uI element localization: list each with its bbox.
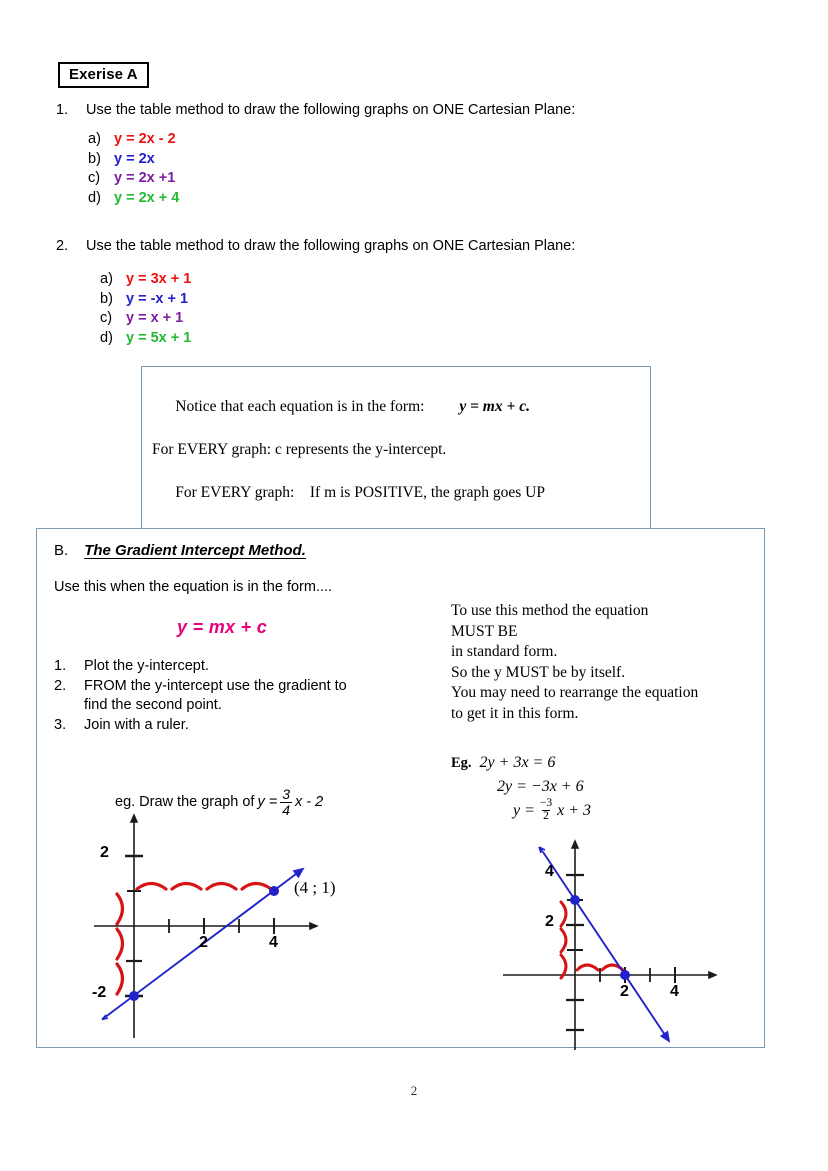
example-caption-suffix: x - 2 bbox=[295, 793, 324, 810]
y-label-2: 2 bbox=[100, 844, 109, 861]
gradient-fall-arcs bbox=[561, 902, 566, 978]
fraction-numerator: −3 bbox=[539, 797, 553, 809]
section-b-title: The Gradient Intercept Method. bbox=[84, 542, 306, 559]
equation-text: y = 2x bbox=[114, 150, 155, 167]
equation-text: y = -x + 1 bbox=[126, 290, 189, 307]
list-item bbox=[100, 290, 191, 310]
fraction-three-halves bbox=[539, 798, 553, 822]
notice-line-1 bbox=[152, 374, 644, 439]
section-b-letter: B. bbox=[54, 542, 69, 559]
note-line: So the y MUST be by itself. bbox=[451, 663, 626, 681]
x-label-4: 4 bbox=[269, 934, 278, 951]
question-1-equation-list bbox=[88, 130, 179, 208]
list-item bbox=[100, 309, 191, 329]
fraction-denominator: 4 bbox=[282, 802, 290, 818]
equation-text: y = 5x + 1 bbox=[126, 329, 192, 346]
worked-example-line-2: 2y = −3x + 6 bbox=[497, 778, 584, 795]
list-item bbox=[88, 130, 179, 150]
section-b-intro: Use this when the equation is in the form.... bbox=[54, 579, 333, 595]
step-text: Join with a ruler. bbox=[84, 716, 189, 733]
notice-line-2: For EVERY graph: c represents the y-intercept. bbox=[152, 440, 447, 458]
item-letter: d) bbox=[100, 329, 113, 346]
list-item bbox=[54, 657, 354, 677]
equation-text: y = 3x + 1 bbox=[126, 271, 192, 287]
equation-text: y = 2x +1 bbox=[114, 170, 176, 187]
question-2-equation-list bbox=[100, 270, 191, 348]
data-point-y-intercept bbox=[570, 895, 580, 905]
item-letter: c) bbox=[88, 170, 101, 187]
question-1-number: 1. bbox=[56, 102, 69, 118]
section-b-formula: y = mx + c bbox=[177, 617, 268, 637]
equation-text: y = 2x + 4 bbox=[114, 189, 180, 206]
graph-right-svg bbox=[495, 838, 725, 1053]
step-number: 1. bbox=[54, 658, 67, 674]
data-point-y-intercept bbox=[129, 991, 139, 1001]
list-item bbox=[100, 270, 191, 290]
exercise-title-label: Exerise A bbox=[69, 66, 138, 83]
item-letter: a) bbox=[88, 131, 101, 147]
data-point-second bbox=[269, 886, 279, 896]
note-line: To use this method the equation bbox=[451, 602, 649, 619]
worked-example bbox=[451, 751, 591, 823]
x-label-2: 2 bbox=[620, 983, 629, 1000]
note-line: to get it in this form. bbox=[451, 704, 579, 722]
note-line: You may need to rearrange the equation bbox=[451, 684, 699, 701]
step-text: FROM the y-intercept use the gradient to find the second point. bbox=[84, 677, 347, 713]
axes bbox=[503, 844, 713, 1050]
item-letter: b) bbox=[88, 150, 101, 167]
list-item bbox=[54, 677, 354, 716]
x-label-4: 4 bbox=[670, 983, 679, 1000]
question-2-number: 2. bbox=[56, 238, 69, 254]
plotted-line bbox=[539, 847, 667, 1038]
step-number: 3. bbox=[54, 716, 67, 733]
item-letter: b) bbox=[100, 290, 113, 307]
gradient-rise-arcs bbox=[117, 894, 123, 994]
x-label-2: 2 bbox=[199, 934, 208, 951]
exercise-title-box bbox=[58, 62, 149, 88]
item-letter: c) bbox=[100, 310, 113, 327]
notice-line-3 bbox=[152, 460, 644, 525]
section-b-steps bbox=[54, 657, 354, 735]
worked-example-eq-1: 2y + 3x = 6 bbox=[479, 754, 556, 771]
item-letter: d) bbox=[88, 189, 101, 206]
point-coordinate-label: (4 ; 1) bbox=[294, 878, 336, 897]
graph-left-svg bbox=[88, 812, 348, 1042]
gradient-run-arcs bbox=[137, 884, 271, 890]
graph-right bbox=[495, 838, 725, 1058]
question-1-text: Use the table method to draw the following graphs on ONE Cartesian Plane: bbox=[86, 102, 576, 118]
example-caption-prefix: eg. Draw the graph of bbox=[115, 793, 255, 810]
item-letter: a) bbox=[100, 271, 113, 287]
list-item bbox=[100, 329, 191, 349]
worked-example-label: Eg. bbox=[451, 755, 472, 771]
notice-line-3-prefix: For EVERY graph: bbox=[175, 483, 295, 501]
list-item bbox=[88, 169, 179, 189]
worked-example-lhs: y = bbox=[513, 802, 535, 819]
y-label-4: 4 bbox=[545, 863, 554, 880]
worked-example-line-1 bbox=[451, 751, 591, 775]
equation-text: y = x + 1 bbox=[126, 310, 184, 327]
y-label-neg2: -2 bbox=[92, 984, 107, 1001]
note-line: in standard form. bbox=[451, 643, 558, 660]
example-caption-var: y = bbox=[257, 793, 278, 810]
question-2-text: Use the table method to draw the following graphs on ONE Cartesian Plane: bbox=[86, 238, 576, 254]
y-label-2: 2 bbox=[545, 913, 554, 930]
note-line: MUST BE bbox=[451, 622, 518, 640]
question-1 bbox=[56, 102, 575, 118]
step-text: Plot the y-intercept. bbox=[84, 658, 209, 674]
graph-left bbox=[88, 812, 348, 1047]
list-item bbox=[88, 150, 179, 170]
notice-line-1-prefix: Notice that each equation is in the form: bbox=[175, 397, 425, 415]
data-point-x-intercept bbox=[620, 970, 630, 980]
section-b-right-note bbox=[451, 601, 751, 724]
notice-line-3a: If m is POSITIVE, the graph goes UP bbox=[309, 483, 545, 501]
fraction-denominator: 2 bbox=[543, 809, 549, 822]
question-2 bbox=[56, 238, 575, 254]
fraction-numerator: 3 bbox=[282, 786, 290, 802]
list-item bbox=[54, 716, 354, 736]
list-item bbox=[88, 189, 179, 209]
worked-example-line-3 bbox=[451, 799, 591, 823]
section-b-heading bbox=[54, 542, 306, 559]
worked-example-rhs: x + 3 bbox=[557, 802, 592, 819]
step-number: 2. bbox=[54, 677, 67, 694]
page-number: 2 bbox=[410, 1083, 418, 1098]
notice-formula: y = mx + c. bbox=[459, 397, 530, 415]
equation-text: y = 2x - 2 bbox=[114, 131, 176, 147]
